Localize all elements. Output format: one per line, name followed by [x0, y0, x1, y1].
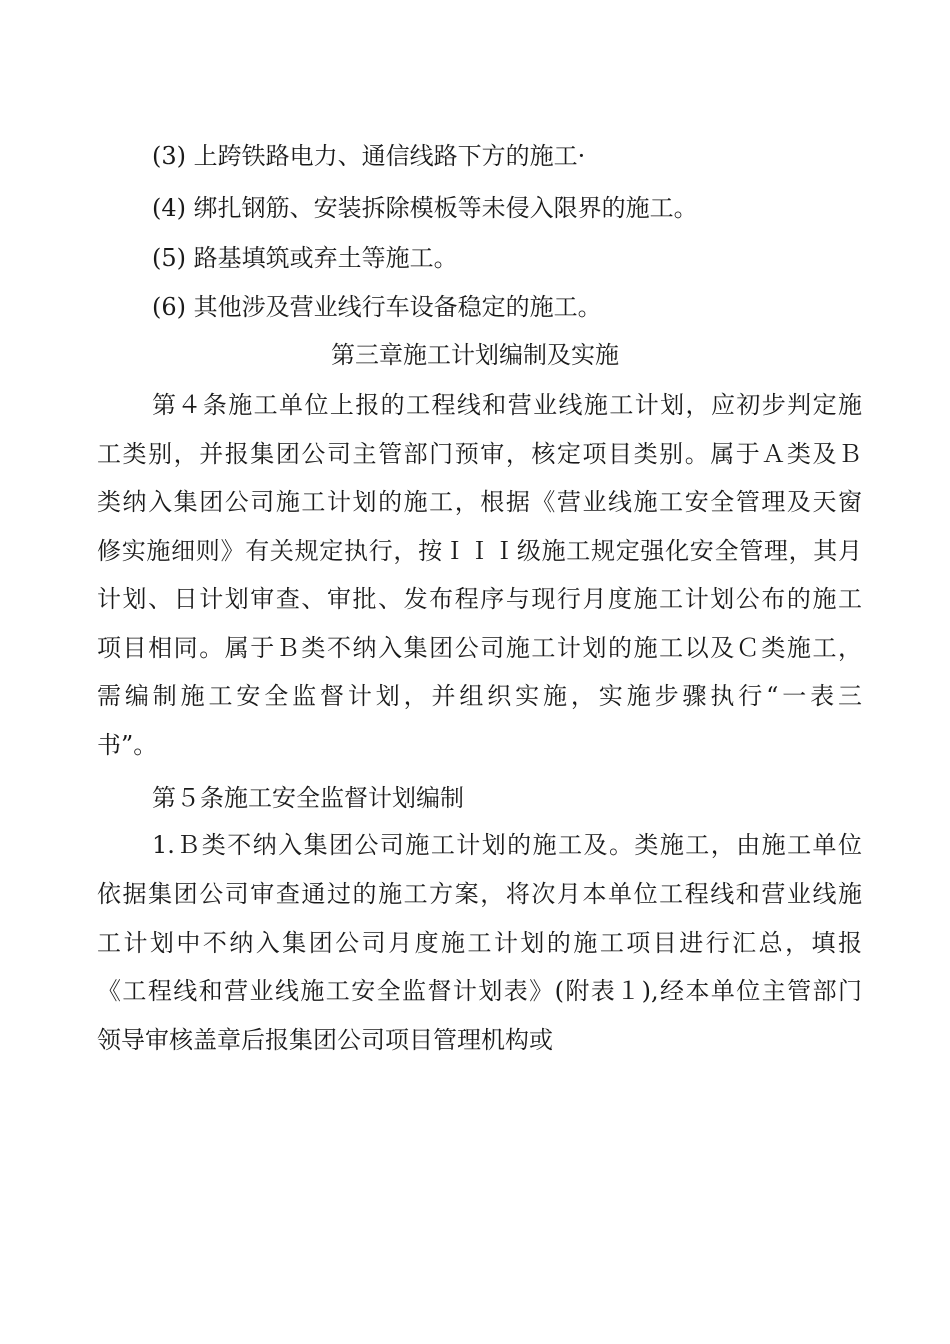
article5-item1-line-2: 依据集团公司审查通过的施工方案，将次月本单位工程线和营业线施 — [97, 880, 862, 908]
chapter-heading: 第三章施工计划编制及实施 — [331, 341, 619, 369]
article4-line-3: 类纳入集团公司施工计划的施工，根据《营业线施工安全管理及天窗 — [97, 488, 862, 516]
article4-line-2: 工类别，并报集团公司主管部门预审，核定项目类别。属于Ａ类及Ｂ — [97, 440, 862, 468]
article4-line-1: 第４条施工单位上报的工程线和营业线施工计划，应初步判定施 — [152, 391, 862, 419]
article5-item1-line-4: 《工程线和营业线施工安全监督计划表》(附表１),经本单位主管部门 — [97, 977, 862, 1005]
article5-item1-line-1: 1.Ｂ类不纳入集团公司施工计划的施工及。类施工，由施工单位 — [152, 831, 862, 859]
list-item-4: (4) 绑扎钢筋、安装拆除模板等未侵入限界的施工。 — [152, 194, 698, 222]
article5-item1-line-3: 工计划中不纳入集团公司月度施工计划的施工项目进行汇总，填报 — [97, 929, 862, 957]
list-item-6: (6) 其他涉及营业线行车设备稳定的施工。 — [152, 293, 602, 321]
article4-line-7: 需编制施工安全监督计划，并组织实施，实施步骤执行“一表三 — [97, 682, 862, 710]
article4-line-6: 项目相同。属于Ｂ类不纳入集团公司施工计划的施工以及Ｃ类施工， — [97, 634, 862, 662]
article4-line-8: 书”。 — [97, 731, 158, 759]
article4-line-4: 修实施细则》有关规定执行，按ＩＩＩ级施工规定强化安全管理，其月 — [97, 537, 862, 565]
article5-item1-line-5: 领导审核盖章后报集团公司项目管理机构或 — [97, 1026, 553, 1054]
list-item-3: (3) 上跨铁路电力、通信线路下方的施工· — [152, 142, 586, 170]
list-item-5: (5) 路基填筑或弃土等施工。 — [152, 244, 458, 272]
article5-title: 第５条施工安全监督计划编制 — [152, 784, 464, 812]
article4-line-5: 计划、日计划审查、审批、发布程序与现行月度施工计划公布的施工 — [97, 585, 862, 613]
